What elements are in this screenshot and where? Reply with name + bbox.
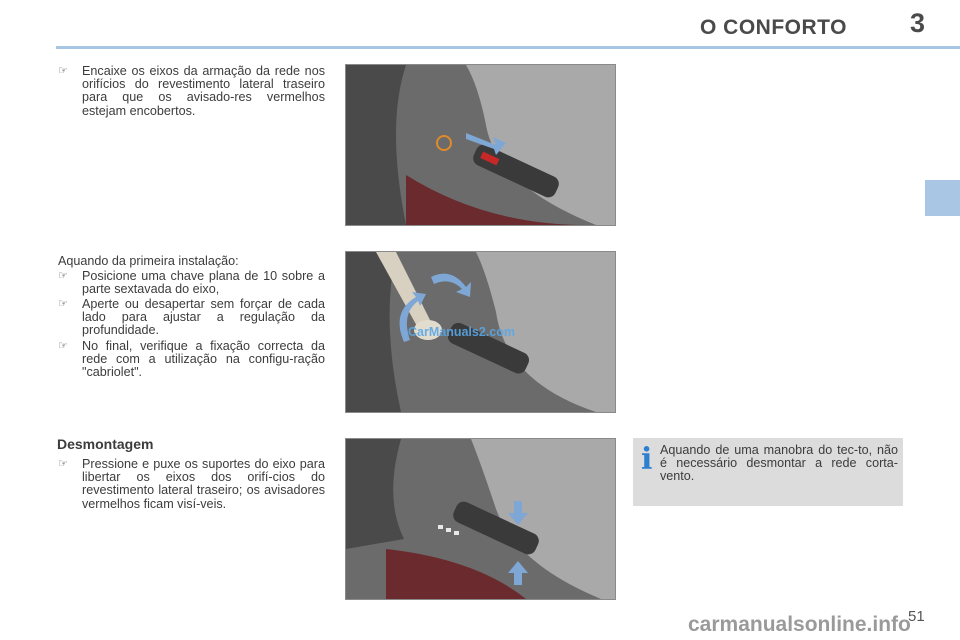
figure-install-axis bbox=[345, 64, 616, 226]
pointing-hand-icon: ☞ bbox=[58, 65, 68, 77]
footer-watermark: carmanualsonline.info bbox=[688, 613, 911, 636]
pointing-hand-icon: ☞ bbox=[58, 458, 68, 470]
watermark-text: CarManuals2.com bbox=[408, 325, 515, 339]
info-text: Aquando de uma manobra do tec-to, não é necessário desmontar a rede corta-vento. bbox=[660, 443, 898, 484]
pointing-hand-icon: ☞ bbox=[58, 340, 68, 352]
chapter-number: 3 bbox=[910, 8, 926, 38]
pointing-hand-icon: ☞ bbox=[58, 298, 68, 310]
intro-text: Aquando da primeira instalação: bbox=[58, 254, 239, 268]
section-title: Desmontagem bbox=[57, 436, 154, 452]
bullet-text: Aperte ou desapertar sem forçar de cada lado para ajustar a regulação da profundidade. bbox=[82, 297, 325, 338]
bullet-item bbox=[58, 458, 325, 511]
info-icon: i bbox=[641, 442, 653, 477]
bullet-text: No final, verifique a fixação correcta da rede com a utilização na configu-ração "cabriolet". bbox=[82, 339, 325, 380]
info-box bbox=[633, 438, 903, 506]
bullet-text: Pressione e puxe os suportes do eixo para libertar os eixos dos orifí-cios do revestimento lateral traseiro; os avisadores vermelhos ficam visí-veis. bbox=[82, 457, 325, 511]
bullet-text: Encaixe os eixos da armação da rede nos orifícios do revestimento lateral traseiro para que os avisado-res vermelhos estejam encobertos. bbox=[82, 64, 325, 118]
figure-remove-axis bbox=[345, 438, 616, 600]
page-number: 51 bbox=[908, 608, 925, 625]
bullet-item bbox=[58, 298, 325, 338]
header-rule bbox=[56, 46, 960, 49]
bullet-item bbox=[58, 65, 325, 118]
chapter-title: O CONFORTO bbox=[700, 16, 847, 39]
bullet-item bbox=[58, 270, 325, 296]
bullet-item bbox=[58, 340, 325, 380]
chapter-side-tab bbox=[925, 180, 960, 216]
bullet-text: Posicione uma chave plana de 10 sobre a parte sextavada do eixo, bbox=[82, 269, 325, 297]
pointing-hand-icon: ☞ bbox=[58, 270, 68, 282]
